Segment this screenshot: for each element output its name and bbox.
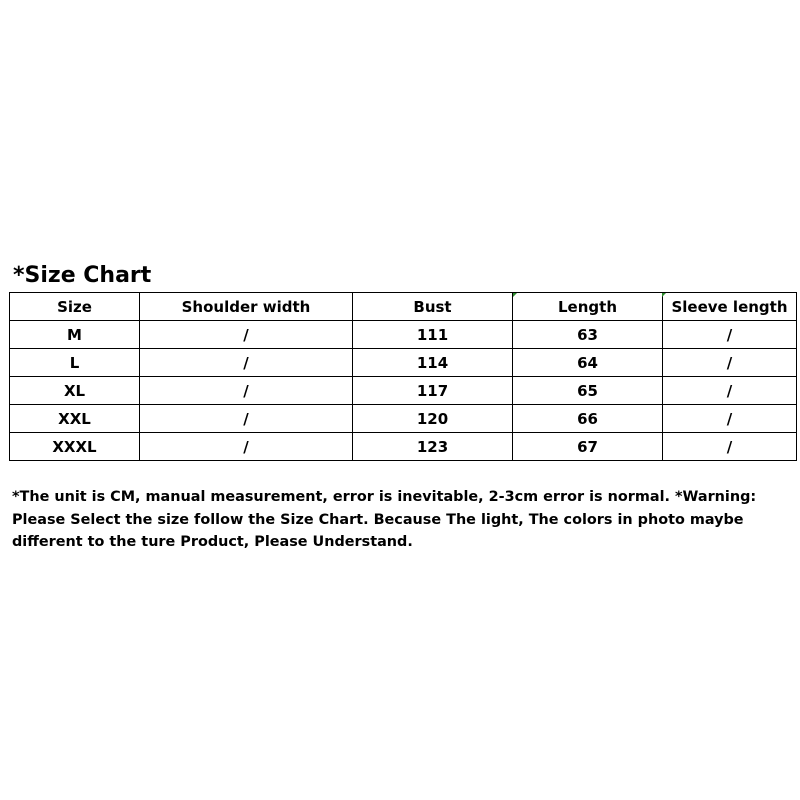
cell-length: 63: [513, 321, 663, 349]
header-length: Length: [513, 293, 663, 321]
cell-shoulder-width: /: [140, 321, 353, 349]
size-chart-table: [9, 292, 797, 461]
cell-sleeve-length: /: [663, 433, 797, 461]
cell-bust: 114: [353, 349, 513, 377]
corner-mark-length: [513, 293, 517, 297]
note-line: different to the ture Product, Please Understand.: [12, 534, 413, 550]
table-header-row: [10, 293, 797, 321]
table-row: [10, 349, 797, 377]
cell-length: 67: [513, 433, 663, 461]
table-row: [10, 433, 797, 461]
cell-bust: 123: [353, 433, 513, 461]
cell-size: XXL: [10, 405, 140, 433]
note-line: *The unit is CM, manual measurement, error is inevitable, 2-3cm error is normal. *Warning:: [12, 489, 757, 505]
cell-bust: 120: [353, 405, 513, 433]
size-chart-title: *Size Chart: [13, 263, 152, 288]
table-row: [10, 405, 797, 433]
cell-length: 65: [513, 377, 663, 405]
cell-size: XXXL: [10, 433, 140, 461]
cell-sleeve-length: /: [663, 349, 797, 377]
corner-mark-sleeve: [662, 293, 666, 297]
note-line: Please Select the size follow the Size Chart. Because The light, The colors in photo maybe: [12, 511, 744, 528]
header-size: Size: [10, 293, 140, 321]
cell-sleeve-length: /: [663, 405, 797, 433]
cell-bust: 111: [353, 321, 513, 349]
header-sleeve-length: Sleeve length: [663, 293, 797, 321]
disclaimer-note: [12, 486, 792, 554]
table-row: [10, 321, 797, 349]
cell-length: 64: [513, 349, 663, 377]
cell-length: 66: [513, 405, 663, 433]
cell-shoulder-width: /: [140, 433, 353, 461]
table-row: [10, 377, 797, 405]
cell-shoulder-width: /: [140, 377, 353, 405]
header-shoulder-width: Shoulder width: [140, 293, 353, 321]
cell-sleeve-length: /: [663, 321, 797, 349]
cell-size: M: [10, 321, 140, 349]
cell-sleeve-length: /: [663, 377, 797, 405]
cell-size: XL: [10, 377, 140, 405]
cell-shoulder-width: /: [140, 405, 353, 433]
cell-size: L: [10, 349, 140, 377]
header-bust: Bust: [353, 293, 513, 321]
cell-bust: 117: [353, 377, 513, 405]
cell-shoulder-width: /: [140, 349, 353, 377]
